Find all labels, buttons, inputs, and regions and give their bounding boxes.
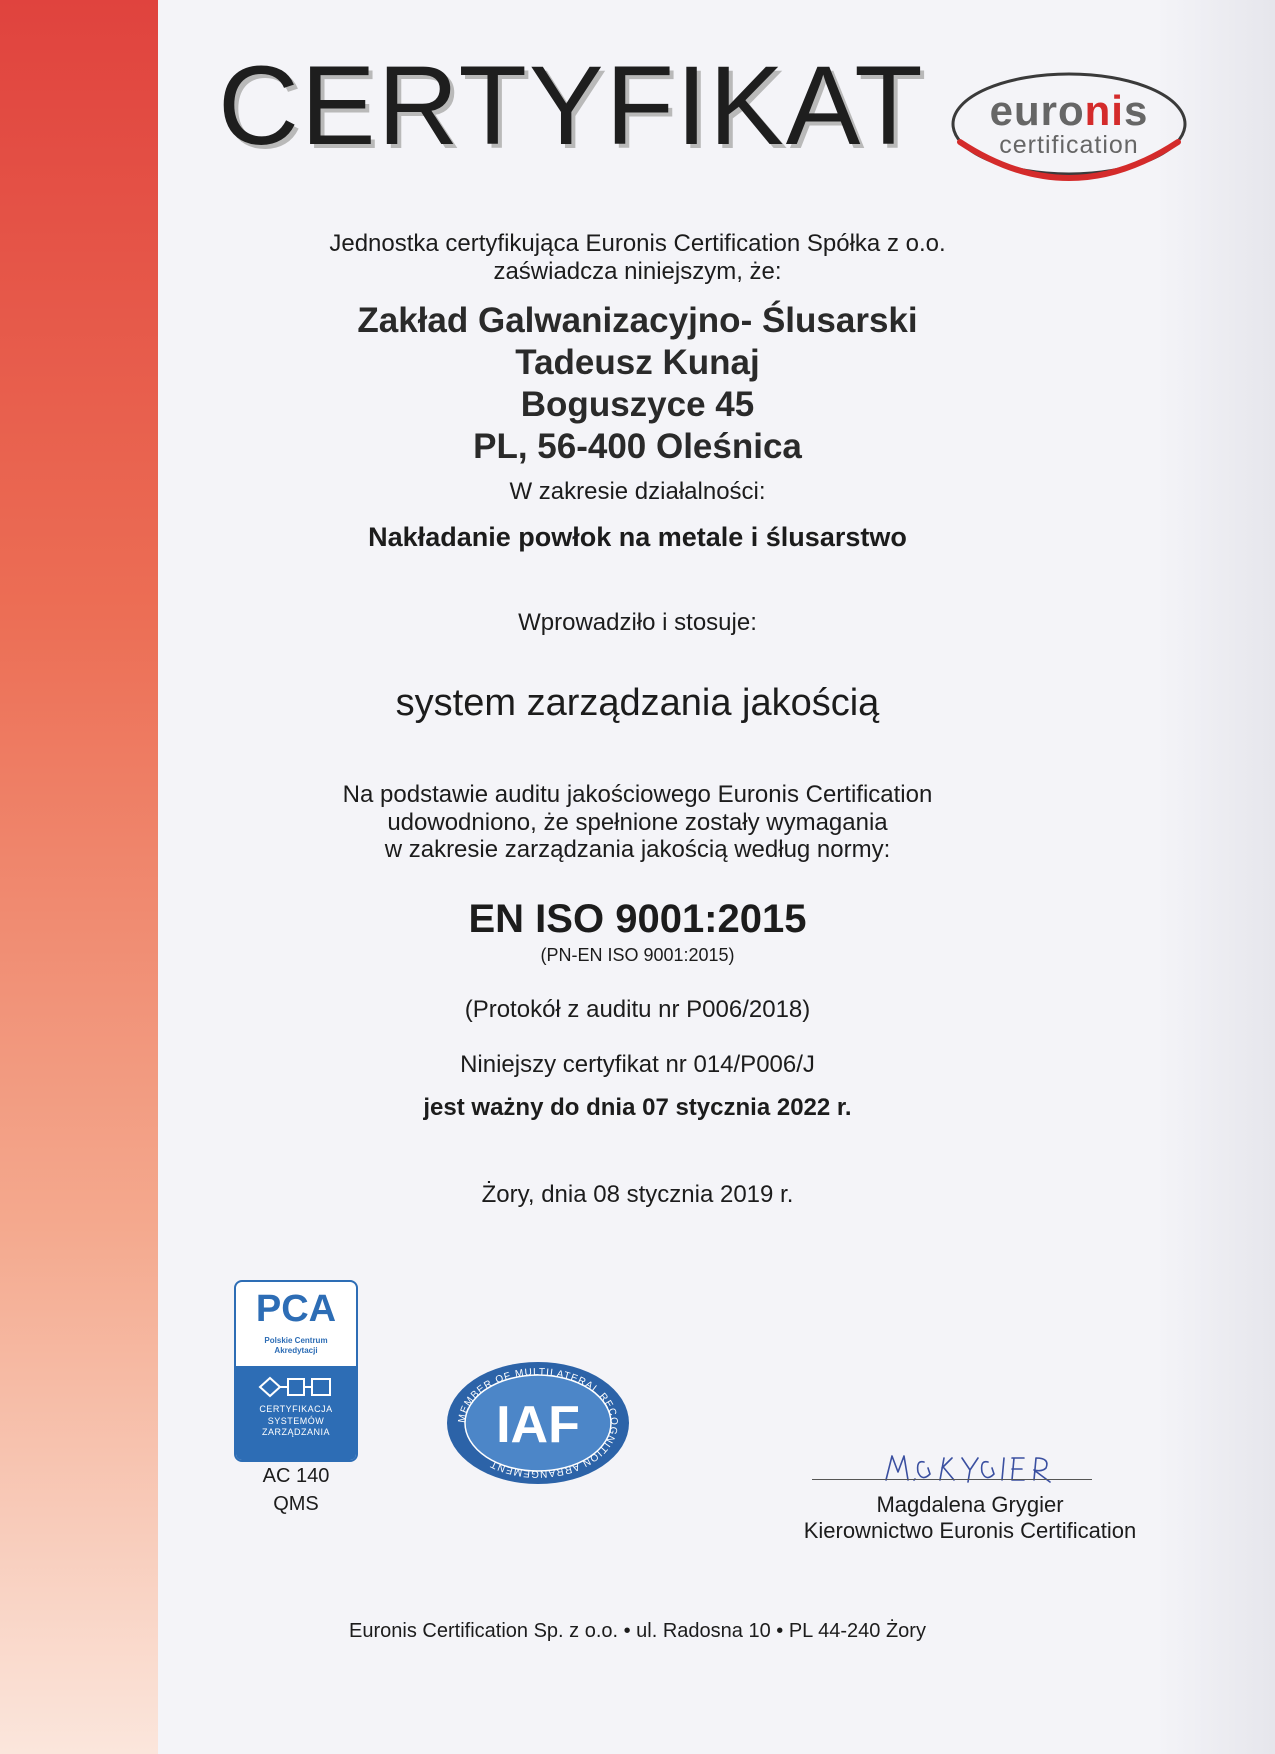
- iaf-seal-icon: [445, 1360, 631, 1486]
- audit-protocol: (Protokół z auditu nr P006/2018): [464, 996, 811, 1023]
- pca-band: [236, 1366, 356, 1460]
- pca-name: [236, 1336, 356, 1356]
- company-block: [0, 300, 1275, 468]
- certificate-validity: jest ważny do dnia 07 stycznia 2022 r.: [423, 1094, 852, 1121]
- iaf-letters: IAF: [496, 1396, 580, 1454]
- intro-line-2: zaświadcza niniejszym, że:: [493, 257, 782, 285]
- implemented-label: Wprowadziło i stosuje:: [518, 609, 757, 636]
- intro-text: [0, 230, 1275, 285]
- certificate-title: CERTYFIKAT: [218, 43, 925, 168]
- company-street: Boguszyce 45: [520, 385, 755, 424]
- intro-line-1: Jednostka certyfikująca Euronis Certification Spółka z o.o.: [329, 230, 946, 257]
- company-name-line-2: Tadeusz Kunaj: [515, 343, 760, 382]
- pca-head: PCA: [255, 1288, 337, 1330]
- pca-code-2: QMS: [273, 1493, 319, 1515]
- certificate-number: Niniejszy certyfikat nr 014/P006/J: [460, 1051, 815, 1078]
- audit-line-2: udowodniono, że spełnione zostały wymagania: [387, 808, 888, 836]
- management-system: system zarządzania jakością: [395, 682, 880, 724]
- pca-symbol-icon: [258, 1376, 334, 1398]
- logo-brand: euronis: [989, 87, 1149, 134]
- handwritten-signature: [882, 1450, 1082, 1486]
- pca-name-line-1: Polskie Centrum: [264, 1336, 328, 1345]
- euronis-logo: [948, 64, 1190, 190]
- signer-role: Kierownictwo Euronis Certification: [803, 1518, 1137, 1543]
- audit-line-1: Na podstawie auditu jakościowego Euronis Certification: [342, 781, 933, 808]
- pca-cs-line-3: ZARZĄDZANIA: [261, 1427, 330, 1438]
- pca-cs-line-1: CERTYFIKACJA: [259, 1404, 333, 1414]
- standard-name: EN ISO 9001:2015: [468, 897, 807, 941]
- footer-address: Euronis Certification Sp. z o.o. • ul. Radosna 10 • PL 44-240 Żory: [349, 1620, 926, 1642]
- company-name-line-1: Zakład Galwanizacyjno- Ślusarski: [357, 301, 918, 340]
- pca-name-line-2: Akredytacji: [274, 1346, 318, 1355]
- company-city: PL, 56-400 Oleśnica: [473, 427, 802, 466]
- pca-cs-line-2: SYSTEMÓW: [267, 1415, 325, 1426]
- pca-code-1: AC 140: [262, 1465, 330, 1487]
- audit-line-3: w zakresie zarządzania jakością według normy:: [384, 836, 891, 864]
- audit-text: [0, 781, 1275, 864]
- iaf-logo: [445, 1360, 631, 1486]
- pca-system-text: [236, 1404, 356, 1439]
- standard-pn: (PN-EN ISO 9001:2015): [540, 945, 735, 965]
- place-date: Żory, dnia 08 stycznia 2019 r.: [481, 1181, 794, 1208]
- signature-line: [812, 1479, 1092, 1480]
- iaf-ring-text: MEMBER OF MULTILATERAL RECOGNITION ARRANGEMENT: [456, 1366, 620, 1480]
- signer-name: Magdalena Grygier: [876, 1492, 1064, 1517]
- scope-value: Nakładanie powłok na metale i ślusarstwo: [368, 522, 907, 552]
- scope-label: W zakresie działalności:: [509, 478, 766, 505]
- logo-subtitle: certification: [999, 131, 1139, 159]
- pca-accreditation-badge: [234, 1280, 358, 1462]
